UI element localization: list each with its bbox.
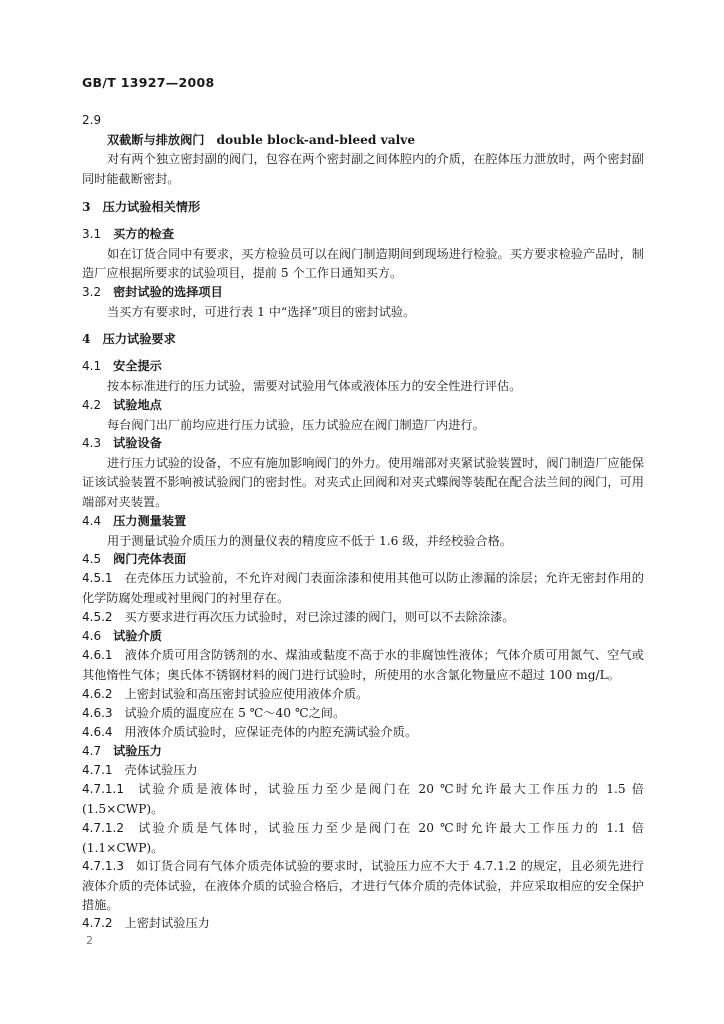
- clause-text: 在壳体压力试验前，不允许对阀门表面涂漆和使用其他可以防止渗漏的涂层；允许无密封作用的化学防腐处理或衬里阀门的衬里存在。: [82, 571, 644, 605]
- clause-4-7-1-2: [82, 819, 644, 858]
- section-3-title: 3 压力试验相关情形: [82, 200, 201, 214]
- clause-text: 如在订货合同中有要求，买方检验员可以在阀门制造期间到现场进行检验。买方要求检验产品时，制造厂应根据所要求的试验项目，提前 5 个工作日通知买方。: [82, 246, 644, 281]
- clause-4-3: [82, 434, 644, 512]
- clause-number: 4.5.1: [82, 571, 113, 585]
- clause-4-7-1-3: [82, 857, 644, 916]
- term-english: double block-and-bleed valve: [216, 132, 416, 147]
- clause-title: 试验压力: [113, 744, 162, 758]
- clause-text: 液体介质可用含防锈剂的水、煤油或黏度不高于水的非腐蚀性液体；气体介质可用氮气、空气或其他惰性气体；奥氏体不锈钢材料的阀门进行试验时，所使用的水含氯化物量应不超过 100 mg/L。: [82, 648, 644, 682]
- clause-text: 买方要求进行再次压力试验时，对已涂过漆的阀门，则可以不去除涂漆。: [124, 610, 515, 624]
- clause-4-5-1: [82, 569, 644, 608]
- clause-number: 4.1: [82, 359, 102, 373]
- clause-4-6-1: [82, 646, 644, 685]
- clause-4-7: [82, 742, 644, 762]
- term-chinese: 双截断与排放阀门: [107, 132, 205, 147]
- clause-4-6-4: [82, 723, 644, 743]
- clause-number: 4.7: [82, 744, 102, 758]
- clause-text: 壳体试验压力: [124, 763, 198, 777]
- clause-number: 4.7.1: [82, 763, 113, 777]
- clause-4-4: [82, 512, 644, 551]
- section-4-title: 4 压力试验要求: [82, 332, 176, 346]
- clause-3-2: [82, 283, 644, 322]
- clause-3-1: [82, 225, 644, 284]
- clause-number: 4.6.4: [82, 725, 113, 739]
- clause-title: 密封试验的选择项目: [113, 285, 223, 299]
- clause-number: 3.2: [82, 285, 102, 299]
- clause-number: 4.7.1.3: [82, 859, 124, 873]
- clause-text: 每台阀门出厂前均应进行压力试验，压力试验应在阀门制造厂内进行。: [107, 417, 485, 432]
- clause-number: 4.7.1.2: [82, 821, 124, 835]
- clause-text: 试验介质是气体时，试验压力至少是阀门在 20 ℃时允许最大工作压力的 1.1 倍(1.1×CWP)。: [82, 821, 644, 855]
- clause-number: 4.4: [82, 514, 102, 528]
- clause-text: 上密封试验压力: [124, 916, 210, 930]
- clause-4-5-2: [82, 608, 644, 628]
- clause-title: 买方的检查: [113, 227, 175, 241]
- clause-number: 2.9: [82, 113, 102, 127]
- clause-text: 按本标准进行的压力试验，需要对试验用气体或液体压力的安全性进行评估。: [107, 378, 522, 393]
- clause-4-2: [82, 396, 644, 435]
- clause-2-9: [82, 111, 644, 189]
- clause-number: 4.7.2: [82, 916, 113, 930]
- clause-text: 进行压力试验的设备，不应有施加影响阀门的外力。使用端部对夹紧试验装置时，阀门制造厂应能保证该试验装置不影响被试验阀门的密封性。对夹式止回阀和对夹式蝶阀等装配在配合法兰间的阀门，可用端部对夹装置。: [82, 455, 644, 509]
- clause-number: 4.7.1.1: [82, 782, 124, 796]
- clause-number: 4.3: [82, 436, 102, 450]
- clause-number: 4.6.3: [82, 706, 113, 720]
- clause-4-6-3: [82, 704, 644, 724]
- clause-number: 4.5: [82, 552, 102, 566]
- clause-title: 压力测量装置: [113, 514, 187, 528]
- clause-4-6: [82, 627, 644, 647]
- clause-title: 试验介质: [113, 629, 162, 643]
- clause-text: 上密封试验和高压密封试验应使用液体介质。: [124, 687, 369, 701]
- clause-4-5: [82, 550, 644, 570]
- term-definition: 对有两个独立密封副的阀门，包容在两个密封副之间体腔内的介质，在腔体压力泄放时，两个密封副同时能截断密封。: [82, 152, 644, 186]
- page-number: 2: [86, 934, 93, 947]
- clause-4-6-2: [82, 685, 644, 705]
- term-line: [82, 131, 644, 151]
- clause-4-7-1-1: [82, 780, 644, 819]
- clause-number: 4.2: [82, 398, 102, 412]
- clause-title: 安全提示: [113, 359, 162, 373]
- clause-text: 如订货合同有气体介质壳体试验的要求时，试验压力应不大于 4.7.1.2 的规定，且必须先进行液体介质的壳体试验，在液体介质的试验合格后，才进行气体介质的壳体试验，并应采取相应的安全保护措施。: [82, 859, 644, 913]
- clause-4-7-2: [82, 914, 644, 934]
- clause-number: 4.6.1: [82, 648, 113, 662]
- clause-number: 3.1: [82, 227, 102, 241]
- clause-text: 用于测量试验介质压力的测量仪表的精度应不低于 1.6 级，并经校验合格。: [107, 533, 512, 548]
- clause-number: 4.6.2: [82, 687, 113, 701]
- standard-header: GB/T 13927—2008: [82, 75, 215, 90]
- clause-4-7-1: [82, 761, 644, 781]
- clause-number: 4.5.2: [82, 610, 113, 624]
- clause-title: 试验设备: [113, 436, 162, 450]
- clause-title: 试验地点: [113, 398, 162, 412]
- clause-number: 4.6: [82, 629, 102, 643]
- clause-text: 当买方有要求时，可进行表 1 中“选择”项目的密封试验。: [107, 304, 416, 319]
- clause-4-1: [82, 357, 644, 396]
- clause-title: 阀门壳体表面: [113, 552, 187, 566]
- clause-text: 试验介质是液体时，试验压力至少是阀门在 20 ℃时允许最大工作压力的 1.5 倍(1.5×CWP)。: [82, 782, 644, 816]
- clause-text: 用液体介质试验时，应保证壳体的内腔充满试验介质。: [124, 725, 418, 739]
- clause-text: 试验介质的温度应在 5 ℃～40 ℃之间。: [124, 706, 346, 720]
